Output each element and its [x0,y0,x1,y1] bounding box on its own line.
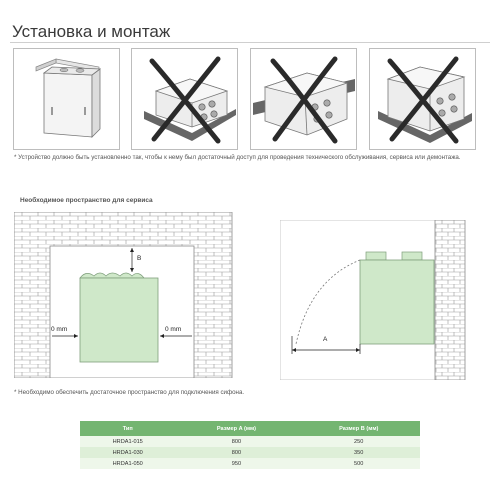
install-panel-incorrect-flat [131,48,238,150]
table-header-type: Тип [80,421,175,436]
page-title: Установка и монтаж [12,22,171,41]
table-cell-size-b: 250 [297,436,420,447]
install-note: * Устройство должно быть установленно так, чтобы к нему был достаточный доступ для проведения технического обслуживания, сервиса или демонтажа. [14,154,461,161]
table-row [80,447,420,458]
table-header-size-b: Размер B (мм) [297,421,420,436]
unit-front-view [80,278,158,362]
unit-flat-illustration [132,49,237,149]
side-view-diagram [280,220,470,380]
table-cell-size-a: 800 [175,436,297,447]
front-view-diagram [14,212,234,378]
dimensions-table [80,421,420,469]
table-header-row [80,421,420,436]
table-row [80,458,420,469]
install-panel-incorrect-upside-down [369,48,476,150]
table-cell-type: HRDA1-015 [80,436,175,447]
install-panel-incorrect-tilted [250,48,357,150]
siphon-note: * Необходимо обеспечить достаточное пространство для подключения сифона. [14,389,245,396]
table-cell-size-b: 500 [297,458,420,469]
left-clearance-label: 0 mm [51,326,68,333]
table-cell-size-a: 800 [175,447,297,458]
dimension-b-label: B [137,255,142,262]
right-clearance-label: 0 mm [165,326,182,333]
table-cell-size-b: 350 [297,447,420,458]
table-cell-size-a: 950 [175,458,297,469]
unit-upside-down-illustration [370,49,475,149]
table-row [80,436,420,447]
unit-side-view [360,260,434,344]
unit-upright-illustration [14,49,119,149]
install-panel-correct [13,48,120,150]
dimension-a-label: A [323,336,328,343]
side-wall [435,220,465,380]
table-cell-type: HRDA1-050 [80,458,175,469]
unit-tilted-illustration [251,49,356,149]
table-header-size-a: Размер A (мм) [175,421,297,436]
table-cell-type: HRDA1-030 [80,447,175,458]
service-space-heading: Необходимое пространство для сервиса [20,197,153,204]
title-divider [10,42,490,43]
